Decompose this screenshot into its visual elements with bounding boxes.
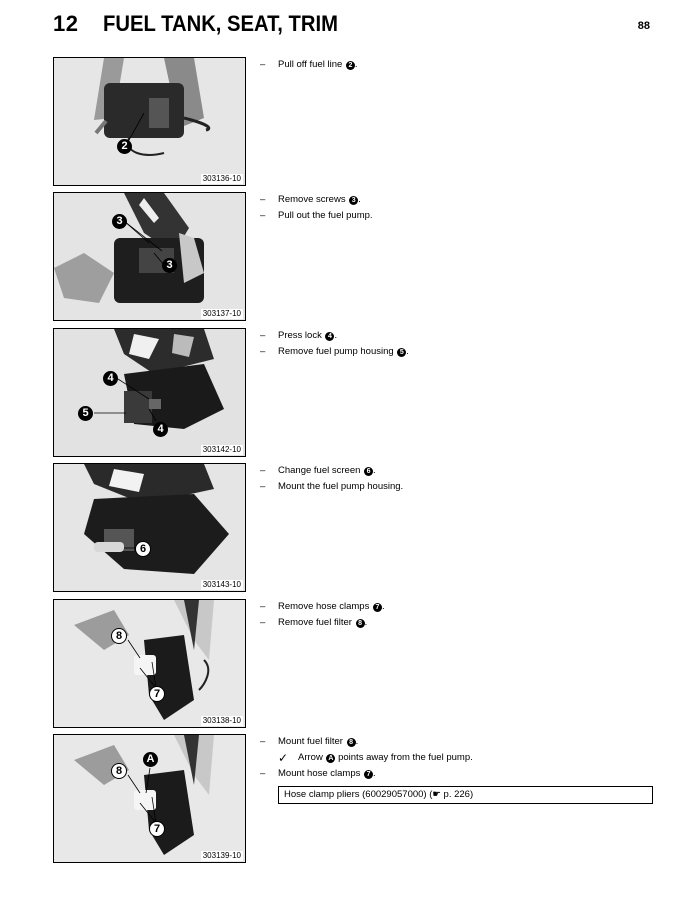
callout-4-b: 4 [153,422,168,437]
instruction-item: – Pull off fuel line 2 . [260,57,650,73]
step-6 [53,734,653,862]
figure-code: 303143-10 [202,580,241,589]
instruction-list [260,328,650,360]
instruction-list [260,463,650,495]
photo-fuel-line [54,58,245,185]
step-5 [53,599,653,727]
ref-badge: A [328,755,334,762]
figure-code: 303138-10 [202,716,241,725]
ref-badge: 2 [346,61,355,70]
figure-code: 303142-10 [202,445,241,454]
dash: – [260,59,266,70]
instruction-item: – Remove screws 3 . [260,194,361,205]
callout-3-b: 3 [162,258,177,273]
photo-hose-clamps [54,600,245,727]
page-number: 88 [637,20,650,32]
ref-badge: 3 [349,196,358,205]
ref-badge: 4 [325,332,334,341]
instruction-item: – Mount hose clamps 7 . [260,768,376,779]
photo-fuel-screen [54,464,245,591]
callout-7: 7 [149,686,165,702]
callout-2: 2 [117,139,132,154]
page-header [0,0,698,46]
ref-badge: 8 [356,619,365,628]
figure-fuel-pump-screws [53,192,246,321]
instruction-list [260,734,650,804]
figure-code: 303139-10 [202,851,241,860]
callout-A: A [143,752,158,767]
instruction-list [260,57,650,73]
callout-8: 8 [111,763,127,779]
callout-5: 5 [78,406,93,421]
callout-8: 8 [111,628,127,644]
check-item: ✓ Arrow A points away from the fuel pump. [278,751,473,765]
photo-pump-housing-lock [54,329,245,456]
ref-badge: 6 [364,467,373,476]
callout-3-a: 3 [112,214,127,229]
step-1 [53,57,653,185]
figure-fuel-line [53,57,246,186]
instruction-list [260,192,650,224]
instruction-item: – Remove fuel pump housing 5 . [260,346,409,357]
chapter-number: 12 [53,11,79,36]
instruction-item: – Mount the fuel pump housing. [260,481,404,492]
tool-reference: Hose clamp pliers (60029057000) (☛ p. 226) [278,786,653,804]
figure-pump-housing-lock [53,328,246,457]
callout-4-a: 4 [103,371,118,386]
instruction-item: – Pull out the fuel pump. [260,210,373,221]
check-icon: ✓ [278,751,289,765]
instruction-list [260,599,650,631]
instruction-item: – Change fuel screen 6 . [260,465,376,476]
ref-badge: 7 [373,603,382,612]
instruction-item: – Remove hose clamps 7 . [260,601,385,612]
step-4 [53,463,653,591]
instruction-item: – Press lock 4 . [260,330,338,341]
callout-7: 7 [149,821,165,837]
instruction-item: – Remove fuel filter 8 . [260,617,368,628]
ref-badge: 8 [347,738,356,747]
chapter-title: FUEL TANK, SEAT, TRIM [103,11,339,36]
callout-6: 6 [135,541,151,557]
figure-fuel-screen [53,463,246,592]
photo-fuel-pump-screws [54,193,245,320]
instruction-item: – Mount fuel filter 8 . [260,736,359,747]
figure-code: 303137-10 [202,309,241,318]
ref-badge: 5 [397,348,406,357]
ref-badge: 7 [364,770,373,779]
figure-mount-filter [53,734,246,863]
step-3 [53,328,653,456]
step-2 [53,192,653,320]
figure-code: 303136-10 [202,174,241,183]
figure-hose-clamps [53,599,246,728]
